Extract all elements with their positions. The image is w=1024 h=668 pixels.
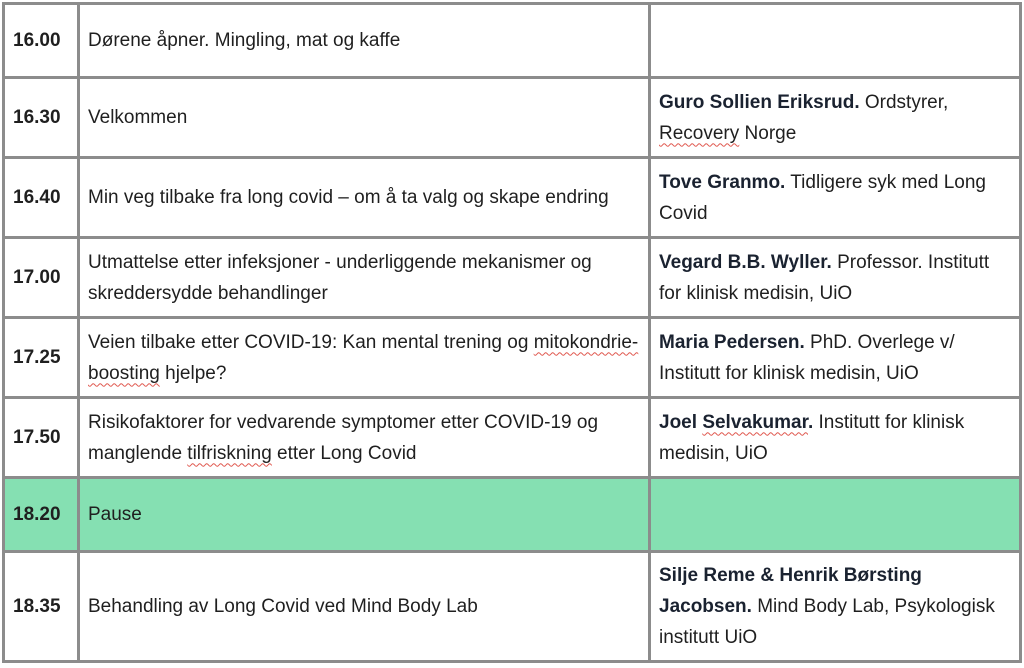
speaker-cell <box>650 552 1021 662</box>
spellcheck-word[interactable]: tilfriskning <box>187 442 272 464</box>
speaker-name: Silje Reme & Henrik Børsting Jacobsen. <box>659 565 922 617</box>
time-cell: 17.50 <box>4 398 79 478</box>
table-row <box>4 552 1021 662</box>
speaker-cell <box>650 78 1021 158</box>
topic-text: Veien tilbake etter COVID-19: Kan mental trening og <box>88 331 534 353</box>
speaker-name <box>659 412 813 433</box>
speaker-detail: Ordstyrer, <box>859 91 949 113</box>
speaker-cell <box>650 238 1021 318</box>
speaker-detail: Mind Body Lab, Psykologisk institutt UiO <box>659 596 995 648</box>
topic-text-tail: hjelpe? <box>159 362 227 384</box>
topic-cell: Pause <box>79 478 650 552</box>
time-cell: 16.30 <box>4 78 79 158</box>
speaker-cell <box>650 4 1021 78</box>
topic-text: Risikofaktorer for vedvarende symptomer etter COVID-19 og manglende <box>88 411 599 464</box>
topic-cell: Velkommen <box>79 78 650 158</box>
table-row <box>4 398 1021 478</box>
table-row <box>4 318 1021 398</box>
speaker-detail: PhD. Overlege v/ Institutt for klinisk medisin, UiO <box>659 331 955 384</box>
speaker-name: Tove Granmo. <box>659 171 786 193</box>
speaker-cell <box>650 398 1021 478</box>
time-cell: 18.20 <box>4 478 79 552</box>
time-cell: 17.00 <box>4 238 79 318</box>
spellcheck-word[interactable]: mitokondrie-boosting <box>88 331 639 384</box>
topic-cell <box>79 398 650 478</box>
speaker-cell <box>650 318 1021 398</box>
topic-cell <box>79 318 650 398</box>
speaker-name-end: . <box>807 411 814 433</box>
speaker-detail: Tidligere syk med Long Covid <box>659 171 987 224</box>
table-row-pause <box>4 478 1021 552</box>
topic-cell: Dørene åpner. Mingling, mat og kaffe <box>79 4 650 78</box>
time-cell: 16.00 <box>4 4 79 78</box>
time-cell: 18.35 <box>4 552 79 662</box>
agenda-table <box>2 2 1022 663</box>
table-row <box>4 158 1021 238</box>
table-row <box>4 238 1021 318</box>
spellcheck-word[interactable]: Selvakumar <box>702 411 808 433</box>
topic-text-tail: etter Long Covid <box>271 442 417 464</box>
speaker-name: Vegard B.B. Wyller. <box>659 251 832 273</box>
topic-cell: Behandling av Long Covid ved Mind Body Lab <box>79 552 650 662</box>
speaker-name: Guro Sollien Eriksrud. <box>659 91 860 113</box>
speaker-detail: Institutt for klinisk medisin, UiO <box>659 411 965 464</box>
table-row <box>4 78 1021 158</box>
speaker-name: Maria Pedersen. <box>659 331 805 353</box>
speaker-name-first: Joel <box>659 411 703 433</box>
time-cell: 17.25 <box>4 318 79 398</box>
speaker-cell <box>650 478 1021 552</box>
topic-cell: Utmattelse etter infeksjoner - underliggende mekanismer og skreddersydde behandlinger <box>79 238 650 318</box>
spellcheck-word[interactable]: Recovery <box>659 122 740 144</box>
topic-cell: Min veg tilbake fra long covid – om å ta valg og skape endring <box>79 158 650 238</box>
speaker-detail: Professor. Institutt for klinisk medisin, UiO <box>659 251 990 304</box>
time-cell: 16.40 <box>4 158 79 238</box>
table-row <box>4 4 1021 78</box>
speaker-cell <box>650 158 1021 238</box>
speaker-detail-tail: Norge <box>739 122 797 144</box>
